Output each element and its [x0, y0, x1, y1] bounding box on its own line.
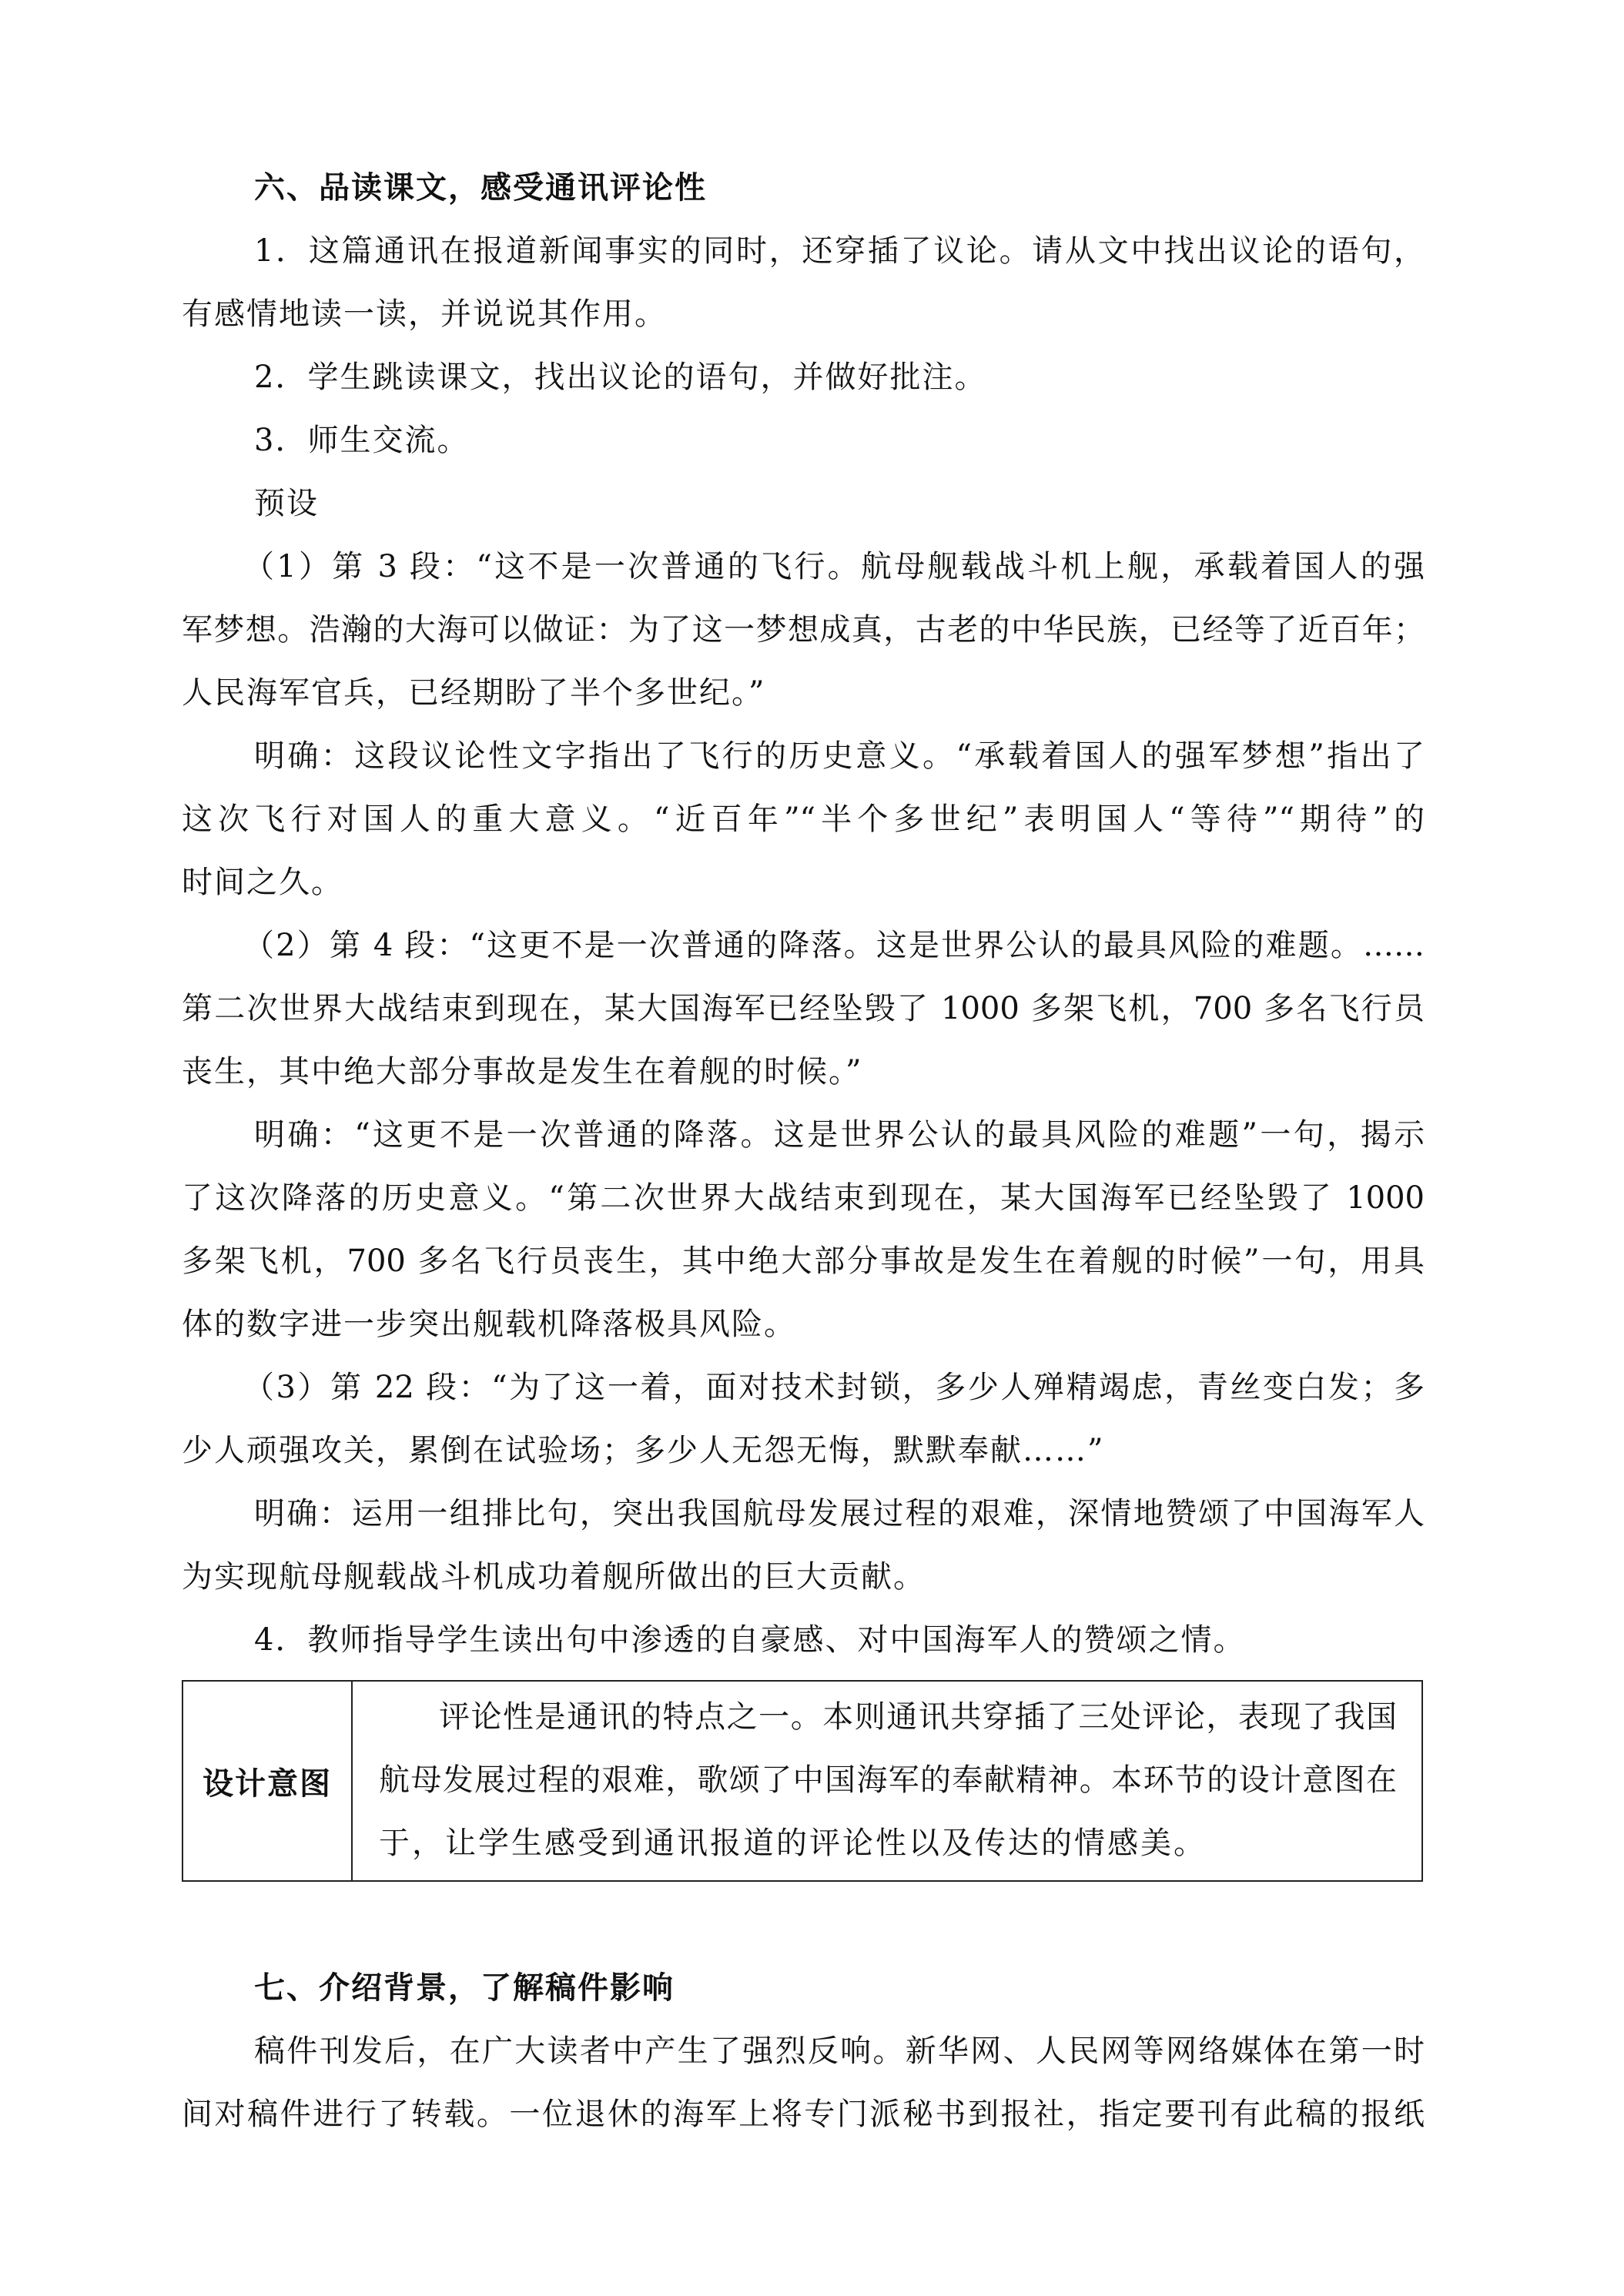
- paragraph-line: 4．教师指导学生读出句中渗透的自豪感、对中国海军人的赞颂之情。: [254, 1622, 1246, 1658]
- paragraph-line: （2）第 4 段：“这更不是一次普通的降落。这是世界公认的最具风险的难题。……: [243, 928, 1425, 963]
- design-intent-line: 航母发展过程的艰难，歌颂了中国海军的奉献精神。本环节的设计意图在: [379, 1762, 1397, 1798]
- paragraph-line: 为实现航母舰载战斗机成功着舰所做出的巨大贡献。: [182, 1559, 926, 1595]
- paragraph-line: 2．学生跳读课文，找出议论的语句，并做好批注。: [254, 360, 987, 395]
- design-intent-content: [353, 1682, 1421, 1880]
- paragraph-line: 体的数字进一步突出舰载机降落极具风险。: [182, 1307, 796, 1342]
- design-intent-table: [182, 1680, 1423, 1882]
- paragraph-line: （3）第 22 段：“为了这一着，面对技术封锁，多少人殚精竭虑，青丝变白发；多: [243, 1370, 1425, 1405]
- paragraph-line: 这次飞行对国人的重大意义。“近百年”“半个多世纪”表明国人“等待”“期待”的: [182, 802, 1425, 837]
- paragraph-line: （1）第 3 段：“这不是一次普通的飞行。航母舰载战斗机上舰，承载着国人的强: [243, 549, 1425, 584]
- design-intent-line: 于，让学生感受到通讯报道的评论性以及传达的情感美。: [379, 1826, 1207, 1861]
- paragraph-line: 稿件刊发后，在广大读者中产生了强烈反响。新华网、人民网等网络媒体在第一时: [254, 2033, 1425, 2069]
- design-intent-line: 评论性是通讯的特点之一。本则通讯共穿插了三处评论，表现了我国: [439, 1699, 1397, 1735]
- paragraph-line: 明确：“这更不是一次普通的降落。这是世界公认的最具风险的难题”一句，揭示: [254, 1117, 1425, 1153]
- paragraph-line: 明确：运用一组排比句，突出我国航母发展过程的艰难，深情地赞颂了中国海军人: [254, 1496, 1425, 1531]
- paragraph-line: 预设: [254, 486, 319, 521]
- paragraph-line: 军梦想。浩瀚的大海可以做证：为了这一梦想成真，古老的中华民族，已经等了近百年；: [182, 612, 1425, 648]
- section-7-heading: 七、介绍背景，了解稿件影响: [254, 1970, 675, 2006]
- paragraph-line: 间对稿件进行了转载。一位退休的海军上将专门派秘书到报社，指定要刊有此稿的报纸: [182, 2097, 1425, 2132]
- paragraph-line: 丧生，其中绝大部分事故是发生在着舰的时候。”: [182, 1054, 863, 1089]
- paragraph-line: 了这次降落的历史意义。“第二次世界大战结束到现在，某大国海军已经坠毁了 1000: [182, 1180, 1425, 1216]
- paragraph-line: 时间之久。: [182, 865, 343, 900]
- design-intent-label: 设计意图: [183, 1682, 353, 1880]
- paragraph-line: 少人顽强攻关，累倒在试验场；多少人无怨无悔，默默奉献……”: [182, 1433, 1105, 1468]
- paragraph-line: 1．这篇通讯在报道新闻事实的同时，还穿插了议论。请从文中找出议论的语句，: [254, 233, 1425, 269]
- paragraph-line: 第二次世界大战结束到现在，某大国海军已经坠毁了 1000 多架飞机，700 多名飞行员: [182, 991, 1425, 1026]
- paragraph-line: 明确：这段议论性文字指出了飞行的历史意义。“承载着国人的强军梦想”指出了: [254, 738, 1425, 774]
- section-6-heading: 六、品读课文，感受通讯评论性: [254, 169, 707, 206]
- paragraph-line: 人民海军官兵，已经期盼了半个多世纪。”: [182, 675, 766, 711]
- paragraph-line: 3．师生交流。: [254, 423, 470, 458]
- paragraph-line: 多架飞机，700 多名飞行员丧生，其中绝大部分事故是发生在着舰的时候”一句，用具: [182, 1243, 1425, 1279]
- paragraph-line: 有感情地读一读，并说说其作用。: [182, 296, 667, 332]
